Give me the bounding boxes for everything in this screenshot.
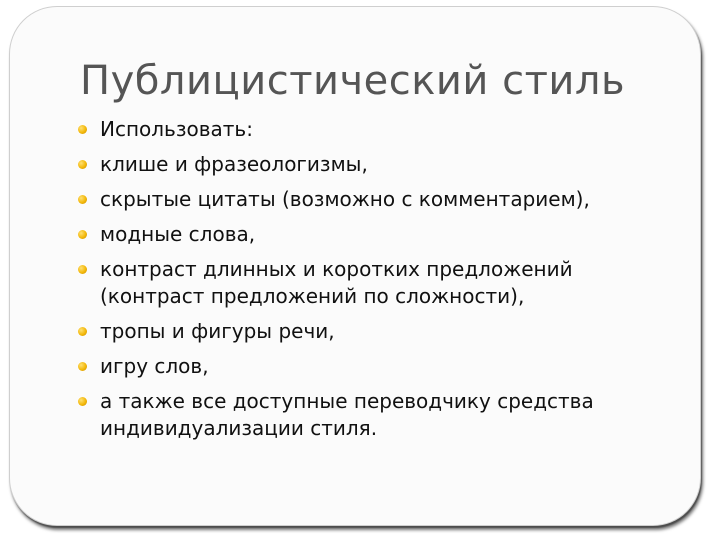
bullet-list (78, 116, 678, 450)
bullet-text: клише и фразеологизмы, (100, 152, 368, 176)
list-item (78, 353, 678, 380)
list-item (78, 116, 678, 143)
gold-dot-icon (78, 397, 87, 406)
bullet-text: модные слова, (100, 222, 256, 246)
bullet-text: игру слов, (100, 354, 209, 378)
bullet-text: скрытые цитаты (возможно с комментарием), (100, 187, 590, 211)
gold-dot-icon (78, 362, 87, 371)
gold-dot-icon (78, 327, 87, 336)
bullet-text: а также все доступные переводчику средства индивидуализации стиля. (100, 389, 594, 440)
bullet-text: контраст длинных и коротких предложений (контраст предложений по сложности), (100, 257, 573, 308)
bullet-text: Использовать: (100, 117, 253, 141)
list-item (78, 318, 678, 345)
bullet-text: тропы и фигуры речи, (100, 319, 335, 343)
gold-dot-icon (78, 160, 87, 169)
gold-dot-icon (78, 125, 87, 134)
slide-title: Публицистический стиль (80, 58, 626, 104)
list-item (78, 151, 678, 178)
gold-dot-icon (78, 230, 87, 239)
list-item (78, 256, 678, 310)
list-item (78, 221, 678, 248)
gold-dot-icon (78, 195, 87, 204)
gold-dot-icon (78, 265, 87, 274)
list-item (78, 186, 678, 213)
list-item (78, 388, 678, 442)
